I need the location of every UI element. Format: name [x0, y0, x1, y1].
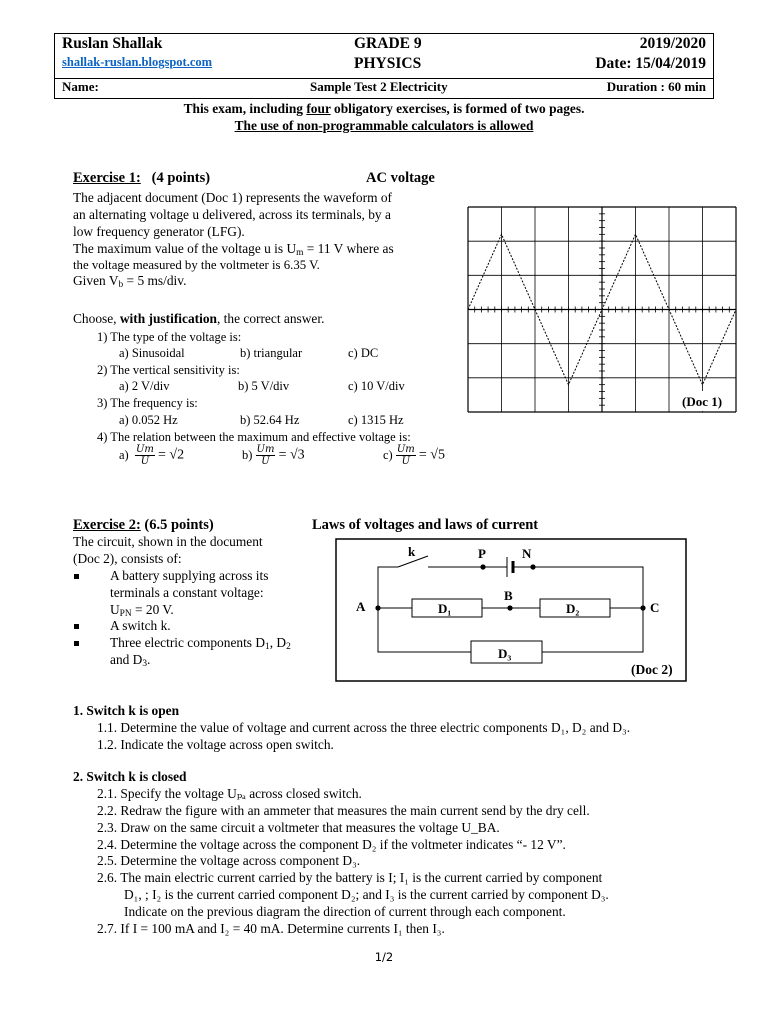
q3-option-c: c) 1315 Hz — [348, 413, 404, 427]
ex2-bullet-1b: terminals a constant voltage: — [110, 585, 264, 600]
label-N: N — [522, 546, 532, 561]
node-B — [507, 605, 512, 610]
question-1-1: 1.1. Determine the value of voltage and current across the three electric components D₁, D₂ and D₃. — [97, 720, 631, 735]
q4c-fraction: $\frac{Um}{U}$ — [396, 444, 415, 467]
ex1-text-1: The adjacent document (Doc 1) represents the waveform of — [73, 190, 393, 205]
q1-option-a: a) Sinusoidal — [119, 346, 185, 360]
ex2-text-1: The circuit, shown in the document — [73, 534, 263, 549]
label-B: B — [504, 588, 513, 603]
q2-text: 2) The vertical sensitivity is: — [97, 363, 240, 377]
label-D1: D₁ — [438, 601, 452, 616]
q1-text: 1) The type of the voltage is: — [97, 330, 242, 344]
bullet-2 — [74, 624, 79, 629]
question-2-3: 2.3. Draw on the same circuit a voltmeter that measures the voltage U_BA. — [97, 820, 500, 835]
grade-label: GRADE 9 — [354, 35, 422, 52]
question-1-2: 1.2. Indicate the voltage across open switch. — [97, 737, 334, 752]
question-2-6a: 2.6. The main electric current carried by the battery is I; I₁ is the current carried by component — [97, 870, 603, 885]
ex1-text-4: The maximum value of the voltage u is $U_m = 11$ V where as — [73, 241, 394, 258]
subject-label: PHYSICS — [354, 55, 422, 72]
website-link[interactable]: shallak-ruslan.blogspot.com — [62, 55, 213, 69]
section2-title: 2. Switch k is closed — [73, 769, 187, 784]
label-D2: D₂ — [566, 601, 580, 616]
q1-option-b: b) triangular — [240, 346, 303, 360]
ex2-bullet-3b: and $D_3$. — [110, 652, 151, 669]
q2-option-a: a) 2 V/div — [119, 379, 170, 393]
bullet-3 — [74, 641, 79, 646]
doc2-label: (Doc 2) — [631, 662, 673, 677]
ex2-bullet-3a: Three electric components $D_1$, $D_2$ — [110, 635, 291, 652]
node-N — [530, 564, 535, 569]
label-P: P — [478, 546, 486, 561]
ex1-text-6: Given $V_b = 5$ ms/div. — [73, 273, 187, 290]
question-2-6b: D₁, ; I₂ is the current carried component D₂; and I₃ is the current carried by component D₃. — [124, 887, 609, 902]
ex1-choose: Choose, with justification, the correct answer. — [73, 311, 325, 326]
intro-line-2: The use of non-programmable calculators is allowed — [234, 118, 534, 133]
q3-option-b: b) 52.64 Hz — [240, 413, 300, 427]
q3-text: 3) The frequency is: — [97, 396, 198, 410]
q2-option-b: b) 5 V/div — [238, 379, 290, 393]
q4-option-b: b) $\frac{Um}{U}$ = √3 — [242, 444, 305, 467]
section1-title: 1. Switch k is open — [73, 703, 180, 718]
bullet-1 — [74, 574, 79, 579]
ex1-text-3: low frequency generator (LFG). — [73, 224, 245, 239]
intro-line-1: This exam, including four obligatory exercises, is formed of two pages. — [183, 101, 585, 116]
q4-option-c: c) $\frac{Um}{U}$ = √5 — [383, 444, 445, 467]
question-2-4: 2.4. Determine the voltage across the component D₂ if the voltmeter indicates “- 12 V”. — [97, 837, 566, 852]
question-2-2: 2.2. Redraw the figure with an ammeter that measures the main current send by the dry cell. — [97, 803, 590, 818]
name-label: Name: — [62, 79, 99, 94]
q3-option-a: a) 0.052 Hz — [119, 413, 178, 427]
author-name: Ruslan Shallak — [62, 35, 163, 52]
q4-text: 4) The relation between the maximum and effective voltage is: — [97, 430, 411, 444]
wire-top-left — [378, 567, 398, 608]
ex2-bullet-2: A switch k. — [110, 618, 171, 633]
doc1-label: (Doc 1) — [682, 394, 723, 409]
ex2-text-2: (Doc 2), consists of: — [73, 551, 182, 566]
question-2-5: 2.5. Determine the voltage across component D₃. — [97, 853, 361, 868]
ex2-heading: Exercise 2: (6.5 points) — [73, 517, 214, 533]
q1-option-c: c) DC — [348, 346, 379, 360]
label-k: k — [408, 544, 416, 559]
ex2-topic: Laws of voltages and laws of current — [312, 517, 539, 533]
label-D3: D₃ — [498, 646, 512, 661]
question-2-1: 2.1. Specify the voltage Uₚₐ across closed switch. — [97, 786, 362, 801]
question-2-7: 2.7. If I = 100 mA and I₂ = 40 mA. Determine currents I₁ then I₃. — [97, 921, 445, 936]
label-C: C — [650, 600, 660, 615]
page-number: 1/2 — [374, 950, 394, 964]
ex1-heading: Exercise 1: (4 points) — [73, 170, 211, 186]
ex1-text-2: an alternating voltage u delivered, across its terminals, by a — [73, 207, 391, 222]
q4-option-a: a) $\frac{Um}{U}$ = √2 — [119, 444, 185, 467]
circuit-diagram — [334, 537, 690, 685]
exam-date: Date: 15/04/2019 — [595, 55, 706, 72]
label-A: A — [356, 599, 366, 614]
duration-label: Duration : 60 min — [606, 79, 706, 94]
oscilloscope-graph — [466, 205, 740, 417]
oscilloscope-ticks — [468, 207, 729, 405]
ex2-bullet-1a: A battery supplying across its — [110, 568, 269, 583]
test-title: Sample Test 2 Electricity — [310, 79, 448, 94]
q4b-fraction: $\frac{Um}{U}$ — [256, 444, 275, 467]
question-2-6c: Indicate on the previous diagram the direction of current through each component. — [124, 904, 566, 919]
q2-option-c: c) 10 V/div — [348, 379, 405, 393]
ex1-text-5: the voltage measured by the voltmeter is 6.35 V. — [73, 258, 320, 272]
ex1-topic: AC voltage — [366, 170, 435, 186]
ex2-bullet-1c: $U_{PN} = 20$ V. — [110, 602, 174, 619]
school-year: 2019/2020 — [639, 35, 706, 52]
q4a-fraction: $\frac{Um}{U}$ — [135, 444, 154, 467]
node-P — [480, 564, 485, 569]
